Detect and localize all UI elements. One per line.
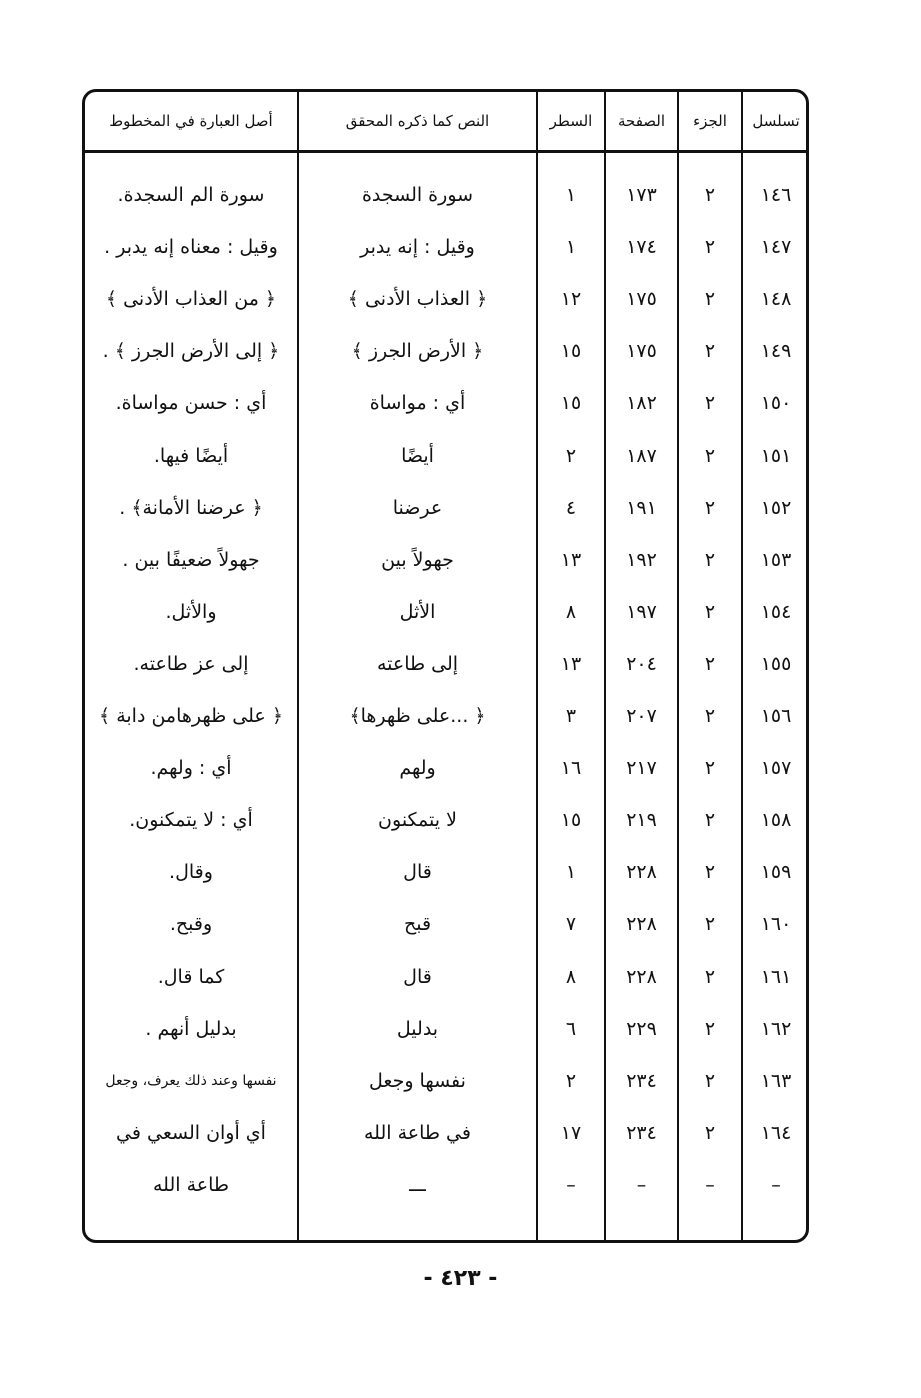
cell-serial: ١٥٠	[760, 392, 792, 415]
cell-line: ١	[565, 184, 577, 206]
cell-page: –	[636, 1173, 647, 1196]
cell-editor: بدليل	[396, 1017, 439, 1040]
cell-editor: وقيل : إنه يدبر	[360, 236, 475, 259]
cell-manuscript: وقبح.	[169, 913, 213, 936]
cell-manuscript: أيضًا فيها.	[153, 444, 229, 467]
cell-page: ٢١٩	[626, 809, 657, 832]
cell-manuscript: نفسها وعند ذلك يعرف، وجعل	[105, 1072, 277, 1089]
cell-editor: عرضنا	[392, 496, 443, 519]
cell-part: ٢	[704, 705, 716, 727]
cell-line: ٣	[565, 705, 577, 727]
cell-page: ١٧٣	[626, 184, 657, 206]
cell-serial: ١٤٧	[760, 236, 792, 259]
cell-editor: الأثل	[399, 600, 436, 623]
cell-serial: ١٥٥	[760, 652, 792, 675]
cell-editor: أيضًا	[401, 444, 434, 467]
header-page: الصفحة	[617, 112, 666, 130]
cell-manuscript: ﴿ عرضنا الأمانة﴾ .	[119, 496, 263, 519]
cell-manuscript: وقيل : معناه إنه يدبر .	[104, 236, 278, 259]
cell-part: ٢	[704, 548, 716, 571]
cell-line: ١٥	[560, 392, 582, 415]
cell-part: ٢	[704, 184, 716, 206]
cell-editor: ـــ	[409, 1173, 426, 1196]
cell-part: ٢	[704, 392, 716, 415]
cell-line: ١٥	[560, 340, 582, 363]
cell-page: ١٧٥	[626, 288, 657, 311]
cell-line: ٦	[565, 1017, 577, 1040]
page-number: - ٤٢٣ -	[423, 1266, 498, 1291]
cell-editor: ﴿ ...على ظهرها﴾	[349, 705, 486, 727]
header-part: الجزء	[693, 112, 727, 130]
cell-editor: قال	[403, 965, 432, 988]
cell-serial: ١٥٣	[760, 548, 792, 571]
cell-part: ٢	[704, 444, 716, 467]
cell-line: ٤	[565, 496, 577, 519]
cell-editor: سورة السجدة	[361, 184, 474, 206]
cell-line: ١	[565, 861, 577, 884]
header-divider	[85, 150, 806, 153]
cell-editor: جهولاً بين	[381, 548, 454, 571]
cell-part: ٢	[704, 913, 716, 936]
cell-part: ٢	[704, 757, 716, 780]
cell-serial: ١٦٤	[760, 1121, 792, 1144]
cell-line: ١٣	[560, 548, 582, 571]
header-editor-text: النص كما ذكره المحقق	[345, 112, 490, 130]
cell-line: ٨	[565, 600, 577, 623]
cell-part: ٢	[704, 652, 716, 675]
cell-serial: ١٤٩	[760, 340, 792, 363]
cell-editor: قال	[403, 861, 432, 884]
cell-part: ٢	[704, 1017, 716, 1040]
header-manuscript: أصل العبارة في المخطوط	[109, 112, 273, 130]
cell-manuscript: إلى عز طاعته.	[133, 652, 249, 675]
cell-line: ١٧	[560, 1121, 582, 1144]
cell-editor: أي : مواساة	[369, 392, 466, 415]
cell-editor: ﴿ العذاب الأدنى ﴾	[347, 288, 488, 311]
cell-page: ١٩١	[626, 496, 657, 519]
cell-page: ١٧٥	[626, 340, 657, 363]
cell-editor: في طاعة الله	[364, 1121, 471, 1144]
cell-manuscript: ﴿ من العذاب الأدنى ﴾	[105, 288, 277, 311]
cell-editor: نفسها وجعل	[369, 1069, 466, 1092]
cell-manuscript: والأثل.	[165, 600, 217, 623]
cell-line: ١٦	[560, 757, 582, 780]
cell-manuscript: طاعة الله	[152, 1173, 230, 1196]
cell-page: ٢١٧	[626, 757, 657, 780]
cell-manuscript: أي : حسن مواساة.	[115, 392, 267, 415]
cell-line: ١	[565, 236, 577, 259]
cell-manuscript: سورة الم السجدة.	[117, 184, 265, 206]
cell-serial: ١٥٦	[760, 705, 792, 727]
cell-manuscript: وقال.	[169, 861, 213, 884]
cell-page: ١٨٧	[626, 444, 657, 467]
header-line: السطر	[549, 112, 593, 130]
table-frame	[82, 89, 809, 1243]
cell-serial: ١٥١	[760, 444, 792, 467]
cell-serial: ١٥٢	[760, 496, 792, 519]
cell-manuscript: أي : لا يتمكنون.	[129, 809, 253, 832]
cell-page: ٢٣٤	[626, 1121, 657, 1144]
cell-part: ٢	[704, 1069, 716, 1092]
cell-page: ٢٢٩	[626, 1017, 657, 1040]
cell-serial: ١٦٢	[760, 1017, 792, 1040]
cell-line: –	[566, 1173, 576, 1196]
cell-manuscript: ﴿ إلى الأرض الجرز ﴾ .	[102, 340, 280, 363]
cell-part: ٢	[704, 340, 716, 363]
cell-part: –	[705, 1173, 715, 1196]
cell-line: ١٢	[560, 288, 582, 311]
cell-page: ٢٠٧	[626, 705, 657, 727]
cell-manuscript: ﴿ على ظهرهامن دابة ﴾	[99, 705, 283, 727]
cell-manuscript: أي : ولهم.	[150, 757, 232, 780]
cell-page: ٢٢٨	[626, 913, 657, 936]
cell-editor: لا يتمكنون	[378, 809, 457, 832]
header-serial: تسلسل	[752, 112, 800, 130]
cell-line: ١٣	[560, 652, 582, 675]
cell-page: ١٧٤	[626, 236, 657, 259]
cell-page: ١٩٢	[626, 548, 657, 571]
cell-page: ٢٢٨	[626, 965, 657, 988]
cell-serial: ١٥٤	[760, 600, 792, 623]
cell-serial: ١٤٨	[760, 288, 792, 311]
cell-manuscript: أي أوان السعي في	[116, 1121, 266, 1144]
cell-serial: ١٥٧	[760, 757, 792, 780]
cell-serial: ١٦٣	[760, 1069, 792, 1092]
cell-editor: ولهم	[399, 757, 436, 780]
cell-serial: ١٦١	[760, 965, 792, 988]
cell-serial: –	[771, 1173, 781, 1196]
cell-page: ٢٢٨	[626, 861, 657, 884]
cell-part: ٢	[704, 1121, 716, 1144]
cell-editor: ﴿ الأرض الجرز ﴾	[351, 340, 484, 363]
cell-part: ٢	[704, 965, 716, 988]
cell-line: ١٥	[560, 809, 582, 832]
cell-manuscript: كما قال.	[157, 965, 225, 988]
cell-part: ٢	[704, 600, 716, 623]
cell-manuscript: جهولاً ضعيفًا بين .	[122, 548, 260, 571]
cell-line: ٢	[565, 444, 577, 467]
cell-part: ٢	[704, 809, 716, 832]
cell-part: ٢	[704, 861, 716, 884]
cell-page: ٢٣٤	[626, 1069, 657, 1092]
cell-page: ٢٠٤	[626, 652, 657, 675]
cell-editor: قبح	[403, 913, 432, 936]
cell-page: ١٨٢	[626, 392, 657, 415]
cell-editor: إلى طاعته	[376, 652, 459, 675]
cell-line: ٢	[565, 1069, 577, 1092]
cell-line: ٨	[565, 965, 577, 988]
cell-serial: ١٥٨	[760, 809, 792, 832]
cell-part: ٢	[704, 236, 716, 259]
cell-serial: ١٦٠	[760, 913, 792, 936]
cell-serial: ١٤٦	[760, 184, 792, 206]
cell-page: ١٩٧	[626, 600, 657, 623]
cell-line: ٧	[565, 913, 577, 936]
cell-manuscript: بدليل أنهم .	[145, 1017, 237, 1040]
cell-part: ٢	[704, 288, 716, 311]
cell-serial: ١٥٩	[760, 861, 792, 884]
cell-part: ٢	[704, 496, 716, 519]
